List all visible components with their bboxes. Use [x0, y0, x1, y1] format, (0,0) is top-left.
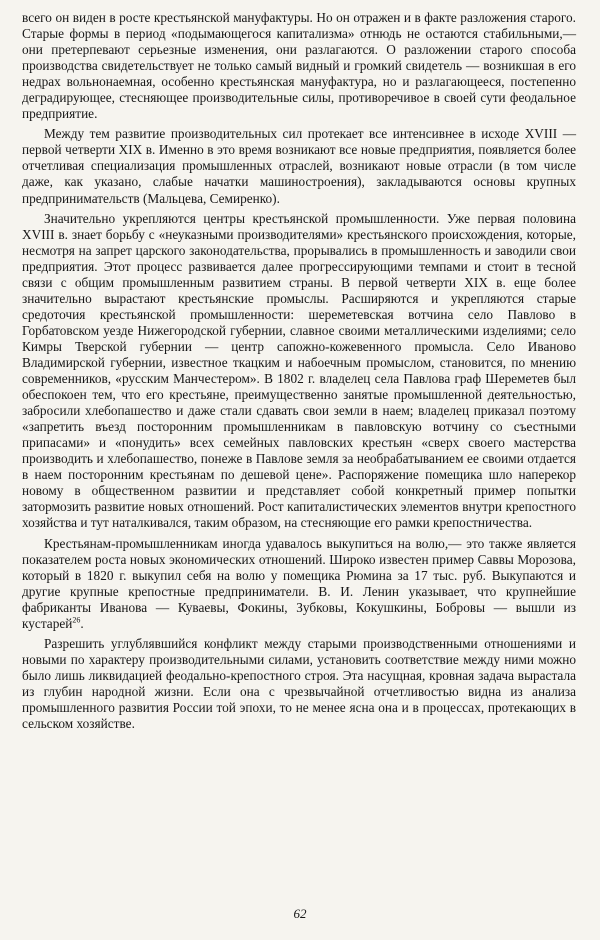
paragraph-4-text: Крестьянам-промышленникам иногда удавалось выкупиться на волю,— это также является показателем роста новых экономических отношений. Широко известен пример Саввы Морозова, который в 1820 г. выкупил себя на волю у помещика Рюмина за 17 тыс. руб. Выкупаются и другие крупные крепостные предприниматели. В. И. Ленин указывает, что крупнейшие фабриканты Иванова — Куваевы, Фокины, Зубковы, Кокушкины, Бобровы — вышли из кустарей — [22, 535, 576, 631]
paragraph-2: Между тем развитие производительных сил протекает все интенсивнее в исходе XVIII — первой четверти XIX в. Именно в это время возникают все новые предприятия, появляется более отчетливая специализация промышленных отраслей, возникают новые отрасли (в том числе даже, как указано, слабые начатки машиностроения), закладываются основы крупных предпринимательств (Мальцева, Семиренко). — [22, 126, 576, 206]
paragraph-3: Значительно укрепляются центры крестьянской промышленности. Уже первая половина XVIII в. знает борьбу с «неуказными производителями» крестьянского происхождения, которые, несмотря на запрет царского законодательства, прорывались в промышленность и заводили свои предприятия. Этот процесс развивается далее прогрессирующими темпами и стоит в тесной связи с общим промышленным развитием страны. В первой четверти XIX в. еще более значительно вырастают крестьянские промыслы. Расширяются и укрепляются старые средоточия крестьянской промышленности: шереметевская вотчина село Павлово в Горбатовском уезде Нижегородской губернии, славное своими металлическими изделиями; село Кимры Тверской губернии — центр сапожно-кожевенного промысла. Село Иваново Владимирской губернии, известное ткацким и набоечным промыслом, становится, по мнению современников, «русским Манчестером». В 1802 г. владелец села Павлова граф Шереметев был обеспокоен тем, что его крестьяне, преимущественно занятые промышленной деятельностью, забросили хлебопашество и даже стали сдавать свои земли в наем; владелец приказал поэтому «запретить въезд посторонним промышленникам в павловскую вотчину со съестными припасами» и «понудить» всех семейных павловских крестьян «сверх своего мастерства производить и хлебопашество, понеже в Павлове земля за необрабатыванием ее своими отдается в наем посторонним крестьянам по дешевой цене». Распоряжение помещика шло наперекор новому в общественном развитии и представляет собой конкретный пример попытки затормозить развитие новых отношений. Рост капиталистических элементов внутри крепостного хозяйства и тут наталкивался, таким образом, на стесняющие его рамки крепостничества. — [22, 210, 576, 531]
footnote-reference: 26 — [72, 615, 81, 625]
paragraph-5: Разрешить углублявшийся конфликт между старыми производственными отношениями и новыми по характеру производительными силами, установить соответствие между ними можно было лишь ликвидацией феодально-крепостного строя. Эта насущная, кровная задача вырастала из глубин народной жизни. Если она с чрезвычайной отчетливостью видна из анализа промышленного развития России той эпохи, то не менее ясна она и в процессах, протекающих в сельском хозяйстве. — [22, 635, 576, 732]
paragraph-4-tail: . — [80, 615, 84, 631]
page-number: 62 — [293, 906, 307, 921]
paragraph-1: всего он виден в росте крестьянской мануфактуры. Но он отражен и в факте разложения старого. Старые формы в период «подымающегося капитализма» отнюдь не остаются стабильными,— они претерпевают серьезные изменения, они разлагаются. О разложении старого способа производства свидетельствует не только самый видный и громкий свидетель — возникшая в его недрах вольнонаемная, особенно крестьянская мануфактура, но и разлагающееся, постепенно деградирующее, стесняющее производительные силы, противоречивое в своей сути феодальное предприятие. — [22, 10, 576, 122]
paragraph-4 — [22, 536, 576, 632]
